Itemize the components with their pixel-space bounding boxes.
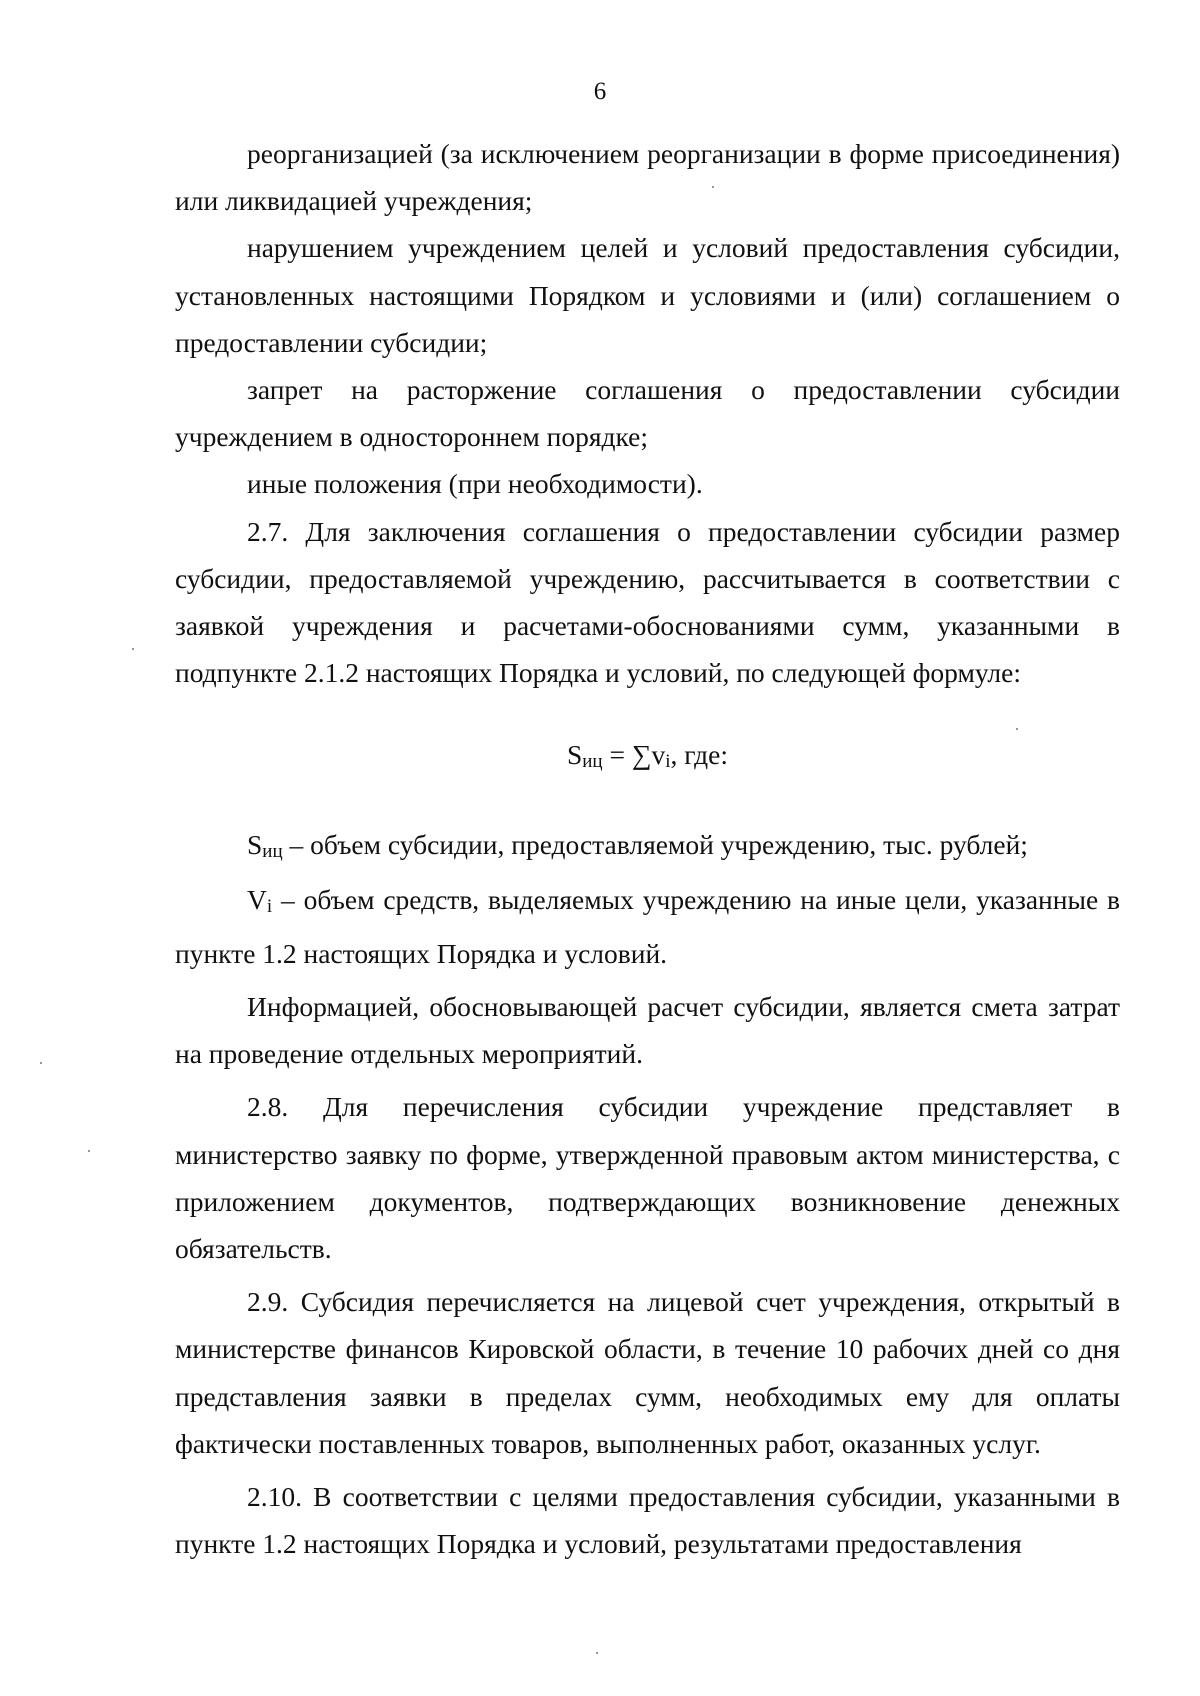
scan-speck [596, 1652, 598, 1654]
paragraph-violation: нарушением учреждением целей и условий предоставления субсидии, установленных настоящими Порядком и условиями и (или) соглашением о предоставлении субсидии; [175, 232, 1120, 358]
paragraph-termination-ban: запрет на расторжение соглашения о предоставлении субсидии учреждением в одностороннем порядке; [175, 374, 1120, 453]
scan-speck [88, 1150, 90, 1152]
definition-text: – объем средств, выделяемых учреждению на иные цели, указанные в пункте 1.2 настоящих Порядка и условий. [175, 883, 1120, 969]
page-number: 6 [593, 78, 607, 105]
paragraph-other-provisions: иные положения (при необходимости). [247, 468, 703, 500]
formula-lhs-symbol: S [566, 739, 583, 771]
formula-tail: , где: [670, 739, 729, 771]
formula-lhs-subscript: иц [582, 751, 603, 773]
paragraph-2-10: 2.10. В соответствии с целями предоставления субсидии, указанными в пункте 1.2 настоящих Порядка и условий, результатами предоставления [175, 1481, 1120, 1560]
document-body [175, 130, 1120, 1567]
scan-speck [132, 648, 134, 650]
definition-symbol: S [247, 829, 263, 861]
paragraph-2-7: 2.7. Для заключения соглашения о предоставлении субсидии размер субсидии, предоставляемой учреждению, рассчитывается в соответствии с заявкой учреждения и расчетами-обоснованиями сумм, указанными в подпункте 2.1.2 настоящих Порядка и условий, по следующей формуле: [175, 515, 1120, 689]
scan-speck [40, 1062, 42, 1064]
definition-s-ic [175, 821, 1120, 875]
definition-subscript: i [266, 895, 273, 917]
subsidy-formula [175, 729, 1120, 788]
paragraph-cost-estimate: Информацией, обосновывающей расчет субсидии, является смета затрат на проведение отдельных мероприятий. [175, 991, 1120, 1070]
paragraph-2-9: 2.9. Субсидия перечисляется на лицевой счет учреждения, открытый в министерстве финансов Кировской области, в течение 10 рабочих дней со дня представления заявки в пределах сумм, необходимых ему для оплаты фактически поставленных товаров, выполненных работ, оказанных услуг. [175, 1286, 1120, 1459]
scan-speck [1016, 728, 1018, 730]
formula-rhs-subscript: i [665, 751, 671, 773]
definition-v-i [175, 876, 1120, 977]
paragraph-reorganization: реорганизацией (за исключением реорганизации в форме присоединения) или ликвидацией учреждения; [175, 138, 1120, 217]
formula-rhs: = ∑v [609, 739, 666, 771]
paragraph-2-8: 2.8. Для перечисления субсидии учреждение представляет в министерство заявку по форме, утвержденной правовым актом министерства, с приложением документов, подтверждающих возникновение денежных обязательств. [175, 1091, 1120, 1265]
definition-symbol: V [247, 883, 267, 915]
definition-subscript: иц [262, 841, 283, 863]
definition-text: – объем субсидии, предоставляемой учреждению, тыс. рублей; [282, 829, 1028, 861]
scan-speck [712, 186, 714, 188]
